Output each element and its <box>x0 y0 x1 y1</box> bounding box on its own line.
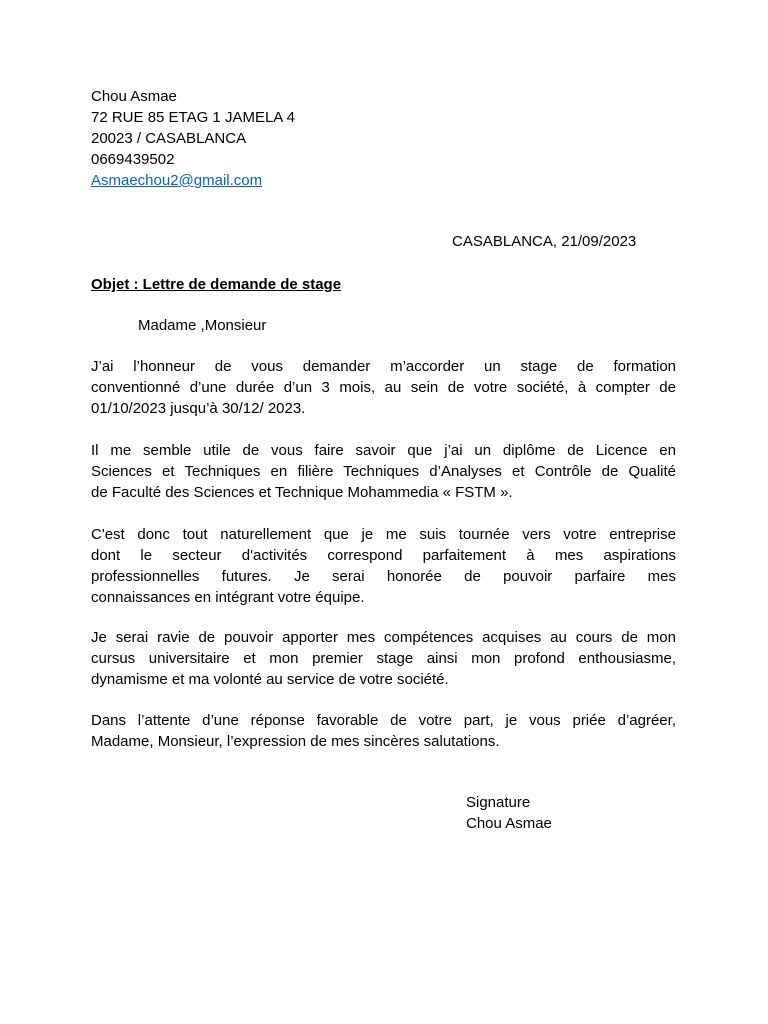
paragraph-line: Madame, Monsieur, l’expression de mes sincères salutations. <box>91 733 500 750</box>
paragraph-line: Dans l’attente d’une réponse favorable de votre part, je vous priée d’agréer, <box>91 712 676 729</box>
paragraph-line: C'est donc tout naturellement que je me suis tournée vers votre entreprise <box>91 526 676 543</box>
body-paragraph <box>91 710 676 752</box>
letter-subject: Objet : Lettre de demande de stage <box>91 276 342 293</box>
paragraph-line: dynamisme et ma volonté au service de votre société. <box>91 671 449 688</box>
paragraph-line: Sciences et Techniques en filière Techniques d’Analyses et Contrôle de Qualité <box>91 463 676 480</box>
paragraph-line: connaissances en intégrant votre équipe. <box>91 589 365 606</box>
body-paragraph <box>91 440 676 503</box>
paragraph-line: conventionné d’une durée d’un 3 mois, au sein de votre société, à compter de <box>91 379 676 396</box>
paragraph-line: cursus universitaire et mon premier stage ainsi mon profond enthousiasme, <box>91 650 676 667</box>
sender-address: 72 RUE 85 ETAG 1 JAMELA 4 <box>91 109 295 126</box>
paragraph-line: 01/10/2023 jusqu’à 30/12/ 2023. <box>91 400 306 417</box>
body-paragraph <box>91 356 676 419</box>
paragraph-line: dont le secteur d'activités correspond parfaitement à mes aspirations <box>91 547 676 564</box>
sender-phone: 0669439502 <box>91 151 175 168</box>
letter-date: CASABLANCA, 21/09/2023 <box>452 233 637 250</box>
letter-greeting: Madame ,Monsieur <box>138 317 267 334</box>
paragraph-line: J’ai l’honneur de vous demander m’accorder un stage de formation <box>91 358 676 375</box>
signature-name: Chou Asmae <box>466 815 552 832</box>
paragraph-line: Je serai ravie de pouvoir apporter mes compétences acquises au cours de mon <box>91 629 676 646</box>
signature-block <box>466 792 552 834</box>
body-paragraph <box>91 524 676 608</box>
paragraph-line: de Faculté des Sciences et Technique Mohammedia « FSTM ». <box>91 484 513 501</box>
sender-city: 20023 / CASABLANCA <box>91 130 247 147</box>
paragraph-line: Il me semble utile de vous faire savoir que j’ai un diplôme de Licence en <box>91 442 676 459</box>
signature-label: Signature <box>466 794 531 811</box>
body-paragraph <box>91 627 676 690</box>
paragraph-line: professionnelles futures. Je serai honorée de pouvoir parfaire mes <box>91 568 676 585</box>
sender-name: Chou Asmae <box>91 88 177 105</box>
sender-email-link[interactable]: Asmaechou2@gmail.com <box>91 172 263 189</box>
sender-block <box>91 86 295 191</box>
